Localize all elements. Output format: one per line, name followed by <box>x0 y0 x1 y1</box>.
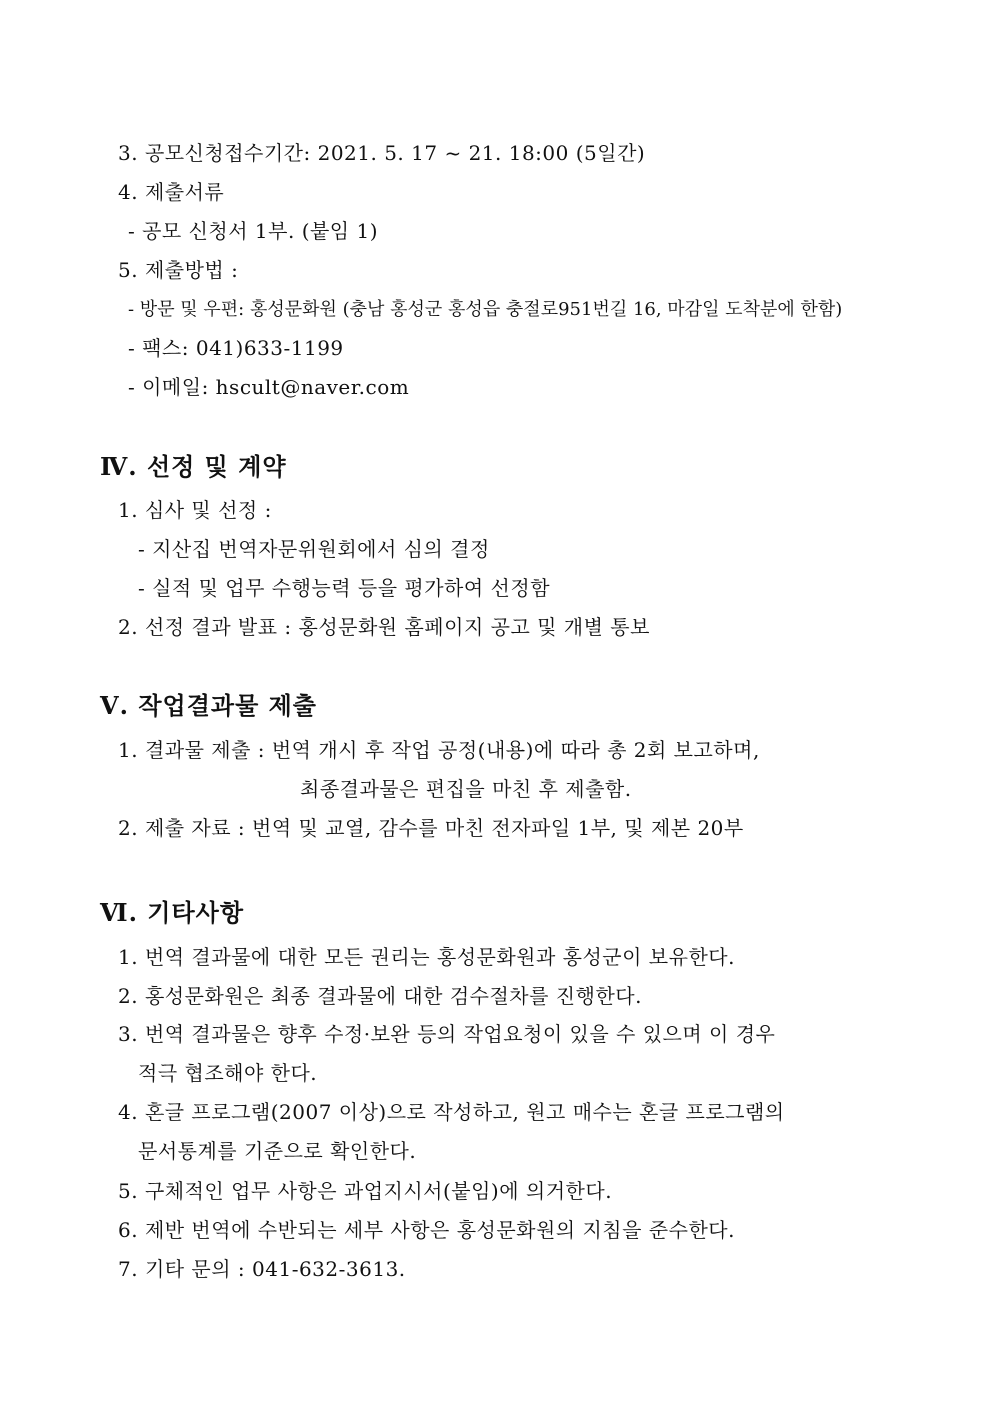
review-selection-label: 1. 심사 및 선정 : <box>118 498 272 522</box>
deliverable-submission-line2: 최종결과물은 편집을 마친 후 제출함. <box>300 777 632 801</box>
submission-materials: 2. 제출 자료 : 번역 및 교열, 감수를 마친 전자파일 1부, 및 제본 20부 <box>118 816 744 840</box>
submission-method-visit: - 방문 및 우편: 홍성문화원 (충남 홍성군 홍성읍 충절로951번길 16, 마감일 도착분에 한함) <box>128 299 843 320</box>
misc-item: 2. 홍성문화원은 최종 결과물에 대한 검수절차를 진행한다. <box>118 984 642 1008</box>
misc-item: 4. 혼글 프로그램(2007 이상)으로 작성하고, 원고 매수는 혼글 프로그램의 <box>118 1100 785 1124</box>
section-5-heading: Ⅴ. 작업결과물 제출 <box>100 691 317 720</box>
section-4-heading: Ⅳ. 선정 및 계약 <box>100 452 287 481</box>
misc-item: 1. 번역 결과물에 대한 모든 권리는 홍성문화원과 홍성군이 보유한다. <box>118 945 735 969</box>
application-period: 3. 공모신청접수기간: 2021. 5. 17 ~ 21. 18:00 (5일간) <box>118 141 646 165</box>
misc-item: 3. 번역 결과물은 향후 수정·보완 등의 작업요청이 있을 수 있으며 이 경우 <box>118 1022 776 1046</box>
misc-item: 6. 제반 번역에 수반되는 세부 사항은 홍성문화원의 지침을 준수한다. <box>118 1218 735 1242</box>
submission-method-fax: - 팩스: 041)633-1199 <box>128 336 344 360</box>
deliverable-submission-line1: 1. 결과물 제출 : 번역 개시 후 작업 공정(내용)에 따라 총 2회 보고하며, <box>118 738 760 762</box>
review-selection-item: - 실적 및 업무 수행능력 등을 평가하여 선정함 <box>138 576 551 600</box>
misc-item: 5. 구체적인 업무 사항은 과업지시서(붙임)에 의거한다. <box>118 1179 613 1203</box>
required-documents-label: 4. 제출서류 <box>118 180 225 204</box>
review-selection-item: - 지산집 번역자문위원회에서 심의 결정 <box>138 537 490 561</box>
submission-method-label: 5. 제출방법 : <box>118 258 239 282</box>
misc-item-continuation: 적극 협조해야 한다. <box>138 1061 318 1085</box>
section-6-heading: Ⅵ. 기타사항 <box>100 898 245 927</box>
selection-announcement: 2. 선정 결과 발표 : 홍성문화원 홈페이지 공고 및 개별 통보 <box>118 615 650 639</box>
contact-info: 7. 기타 문의 : 041-632-3613. <box>118 1257 406 1281</box>
misc-item-continuation: 문서통계를 기준으로 확인한다. <box>138 1139 417 1163</box>
required-document-item: - 공모 신청서 1부. (붙임 1) <box>128 219 379 243</box>
submission-method-email: - 이메일: hscult@naver.com <box>128 375 410 399</box>
